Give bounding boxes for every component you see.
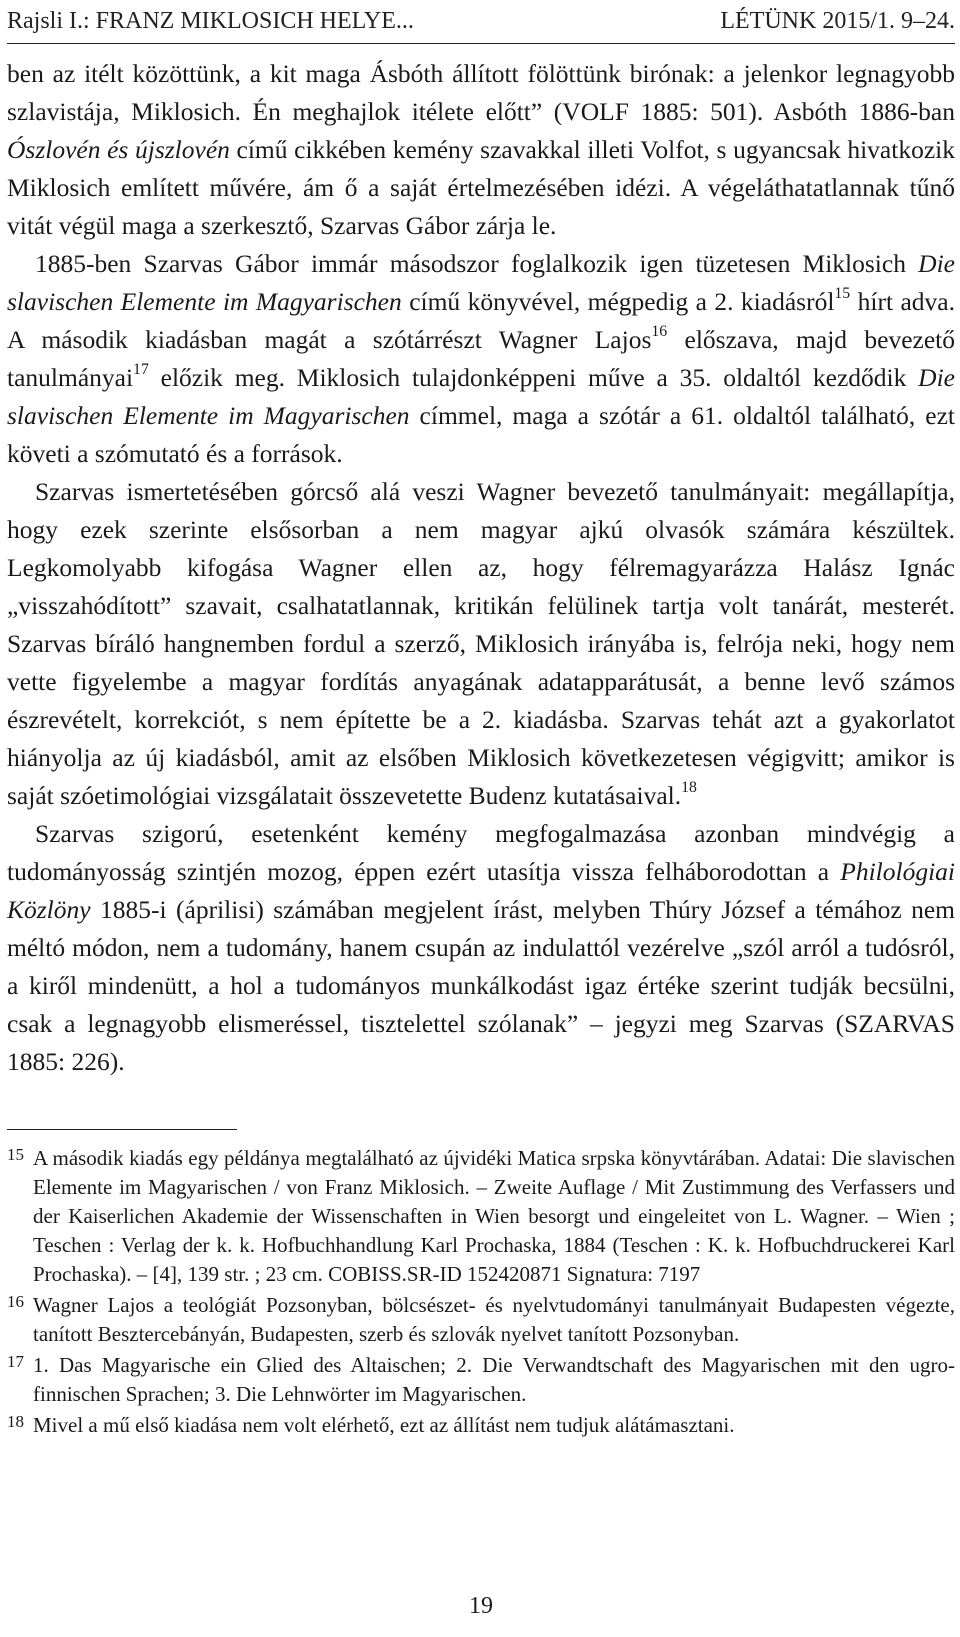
body-text xyxy=(7,55,955,1081)
footnote-18 xyxy=(7,1411,955,1440)
running-header-author-title: Rajsli I.: FRANZ MIKLOSICH HELYE... xyxy=(7,8,414,34)
footnote-16 xyxy=(7,1291,955,1349)
text-run: Szarvas ismertetésében górcső alá veszi Wagner bevezető tanulmányait: megállapítja, hogy ezek szerinte elsősorban a nem magyar ajkú olvasók számára készültek. Legkomolyabb kifogása Wagner ellen az, hogy félremagyarázza Halász Ignác „visszahódított” szavait, csalhatatlannak, kritikán felülinek tartja volt tanárát, mesterét. Szarvas bíráló hangnemben fordul a szerző, Miklosich irányába is, felrója neki, hogy nem vette figyelembe a magyar fordítás anyagának adatapparátusát, a benne levő számos észrevételt, korrekciót, s nem építette be a 2. kiadásba. Szarvas tehát azt a gyakorlatot hiányolja az új kiadásból, amit az elsőben Miklosich következetesen végigvitt; amikor is saját szóetimológiai vizsgálatait összevetette Budenz kutatásaival. xyxy=(7,477,955,810)
footnote-text: Mivel a mű első kiadása nem volt elérhető, ezt az állítást nem tudjuk alátámasztani. xyxy=(33,1413,735,1437)
header-rule xyxy=(7,43,955,44)
footnotes xyxy=(7,1144,955,1442)
footnote-text: Wagner Lajos a teológiát Pozsonyban, bölcsészet- és nyelvtudományi tanulmányait Budapesten végezte, tanított Besztercebányán, Budapesten, szerb és szlovák nyelvet tanított Pozsonyban. xyxy=(33,1293,955,1346)
text-run: című könyvével, mégpedig a 2. kiadásról xyxy=(401,287,835,316)
footnote-number: 16 xyxy=(7,1292,24,1311)
footnote-rule xyxy=(7,1129,237,1130)
text-run: 1885-ben Szarvas Gábor immár másodszor foglalkozik igen tüzetesen Miklosich xyxy=(35,249,919,278)
text-run: 1885-i (áprilisi) számában megjelent írást, melyben Thúry József a témához nem méltó módon, nem a tudomány, hanem csupán az indulattól vezérelve „szól arról a tudósról, a kiről mindenütt, a hol a tudományos munkálkodást igaz értéke szerint tudják becsülni, csak a legnagyobb elismeréssel, tisztelettel szólanak” – jegyzi meg Szarvas (SZARVAS 1885: 226). xyxy=(7,895,955,1076)
footnote-ref-18[interactable]: 18 xyxy=(681,779,697,797)
italic-title: Die slavischen Elemente im Magyarischen xyxy=(7,249,955,316)
running-header xyxy=(7,6,955,36)
footnote-ref-17[interactable]: 17 xyxy=(133,361,149,379)
paragraph-1 xyxy=(7,55,955,245)
footnote-ref-15[interactable]: 15 xyxy=(834,285,851,303)
footnote-ref-16[interactable]: 16 xyxy=(651,323,668,341)
paragraph-2 xyxy=(7,245,955,473)
text-run: Szarvas szigorú, esetenként kemény megfogalmazása azonban mindvégig a tudományosság szintjén mozog, éppen ezért utasítja vissza felháborodottan a xyxy=(7,819,955,886)
footnote-number: 15 xyxy=(7,1145,24,1164)
text-run: hírt adva. A második kiadásban magát a szótárrészt Wagner Lajos xyxy=(7,287,955,354)
footnote-text: 1. Das Magyarische ein Glied des Altaischen; 2. Die Verwandtschaft des Magyarischen mit den ugro-finnischen Sprachen; 3. Die Lehnwörter im Magyarischen. xyxy=(33,1353,955,1406)
text-run: előzik meg. Miklosich tulajdonképpeni műve a 35. oldaltól kezdődik xyxy=(148,363,919,392)
footnote-17 xyxy=(7,1351,955,1409)
text-run: előszava, majd bevezető tanulmányai xyxy=(7,325,955,392)
footnote-15 xyxy=(7,1144,955,1289)
footnote-text: A második kiadás egy példánya megtalálható az újvidéki Matica srpska könyvtárában. Adatai: Die slavischen Elemente im Magyarischen / von Franz Miklosich. – Zweite Auflage / Mit Zustimmung des Verfassers und der Kaiserlichen Akademie der Wissenschaften in Wien besorgt und eingeleitet von L. Wagner. – Wien ; Teschen : Verlag der k. k. Hofbuchhandlung Karl Prochaska, 1884 (Teschen : K. k. Hofbuchdruckerei Karl Prochaska). – [4], 139 str. ; 23 cm. COBISS.SR-ID 152420871 Signatura: 7197 xyxy=(33,1146,955,1286)
footnote-number: 18 xyxy=(7,1412,24,1431)
italic-title: Philológiai Közlöny xyxy=(7,857,955,924)
text-run: című cikkében kemény szavakkal illeti Volfot, s ugyancsak hivatkozik Miklosich említett művére, ám ő a saját értelmezésében idézi. A végeláthatatlannak tűnő vitát végül maga a szerkesztő, Szarvas Gábor zárja le. xyxy=(7,135,955,240)
page-number: 19 xyxy=(469,1593,493,1619)
paragraph-4 xyxy=(7,815,955,1081)
text-run: ben az itélt közöttünk, a kit maga Ásbóth állított fölöttünk birónak: a jelenkor legnagyobb szlavistája, Miklosich. Én meghajlok itélete előtt” (VOLF 1885: 501). Asbóth 1886-ban xyxy=(7,59,955,126)
italic-title: Die slavischen Elemente im Magyarischen xyxy=(7,363,955,430)
footnote-number: 17 xyxy=(7,1352,24,1371)
italic-title: Ószlovén és újszlovén xyxy=(7,135,230,164)
text-run: címmel, maga a szótár a 61. oldaltól található, ezt követi a szómutató és a források. xyxy=(7,401,955,468)
running-header-journal: LÉTÜNK 2015/1. 9–24. xyxy=(720,8,955,34)
paragraph-3 xyxy=(7,473,955,815)
